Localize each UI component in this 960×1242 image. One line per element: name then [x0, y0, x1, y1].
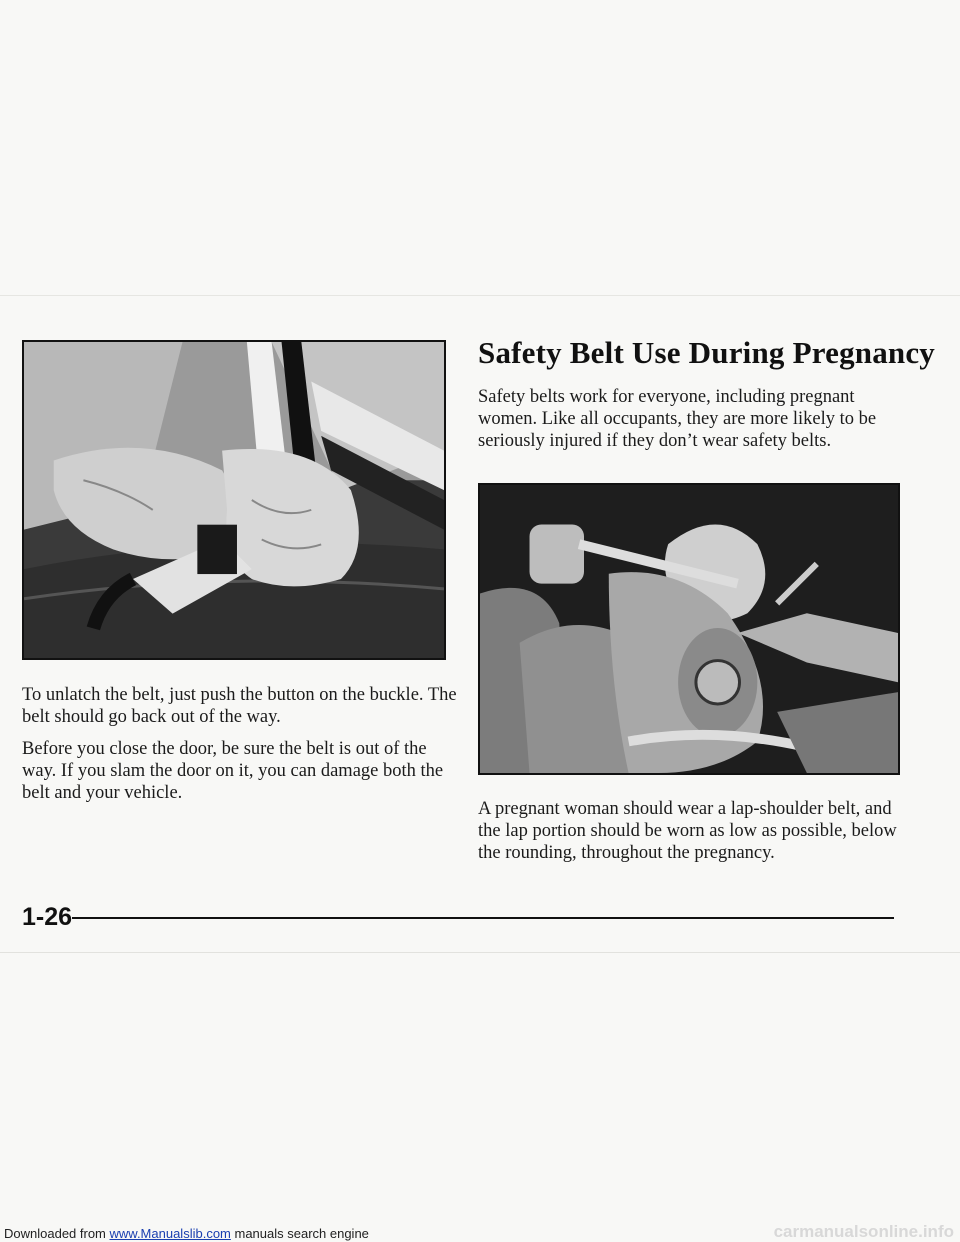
pregnancy-illustration [480, 485, 898, 773]
manualslib-link[interactable]: www.Manualslib.com [109, 1226, 231, 1241]
top-divider [0, 295, 960, 296]
footer-suffix: manuals search engine [230, 1226, 369, 1241]
section-title: Safety Belt Use During Pregnancy [478, 335, 936, 370]
watermark: carmanualsonline.info [773, 1222, 954, 1241]
footer-prefix: Downloaded from [4, 1226, 110, 1241]
unlatch-paragraph: To unlatch the belt, just push the button on the buckle. The belt should go back out of the way. [22, 685, 457, 727]
door-paragraph: Before you close the door, be sure the belt is out of the way. If you slam the door on it, you can damage both the belt and your vehicle. [22, 739, 444, 803]
pregnancy-paragraph: A pregnant woman should wear a lap-shoulder belt, and the lap portion should be worn as low as possible, below the rounding, throughout the pregnancy. [478, 799, 897, 863]
pregnancy-photo [478, 483, 900, 775]
bottom-divider [0, 952, 960, 953]
buckle-illustration [24, 342, 444, 658]
buckle-photo [22, 340, 446, 660]
page-number: 1-26 [22, 903, 73, 931]
page-number-rule [72, 917, 894, 919]
download-footer [4, 1226, 369, 1241]
intro-paragraph: Safety belts work for everyone, including pregnant women. Like all occupants, they are more likely to be seriously injured if they don’t wear safety belts. [478, 387, 877, 451]
